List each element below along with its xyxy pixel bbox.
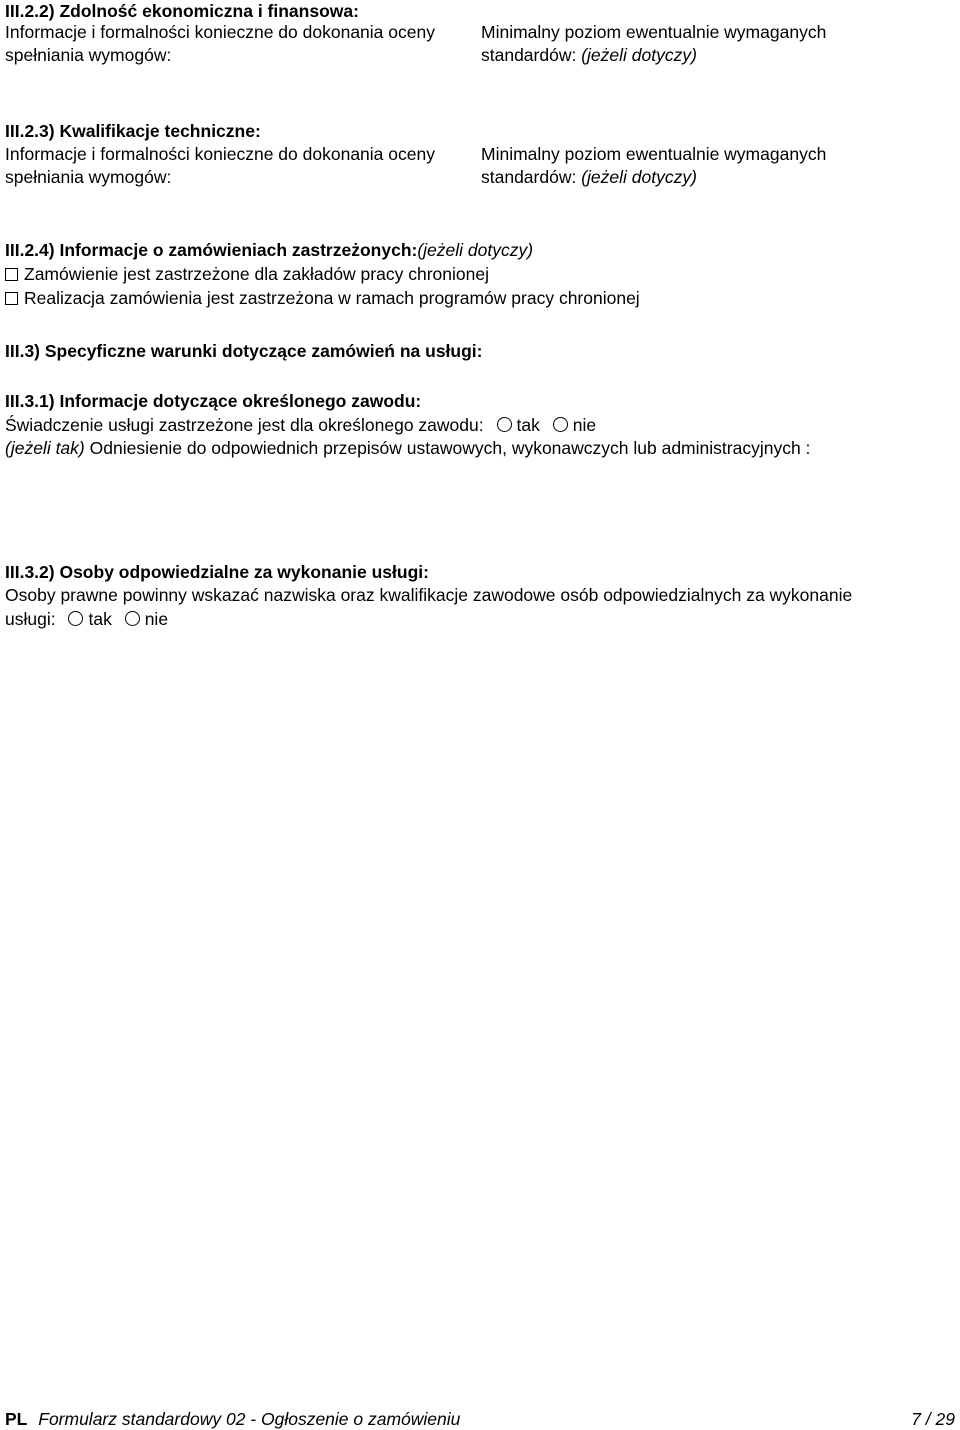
profession-question-label: Świadczenie usługi zastrzeżone jest dla określonego zawodu:: [5, 415, 484, 435]
footer-title: Formularz standardowy 02 - Ogłoszenie o zamówieniu: [38, 1409, 461, 1429]
reserved-option-1-checkbox[interactable]: [5, 268, 18, 281]
responsible-persons-label: usługi:: [5, 609, 56, 629]
profession-no-option[interactable]: [553, 414, 596, 436]
section-2-2-right-line2-text: standardów:: [481, 45, 577, 65]
profession-no-radio[interactable]: [553, 417, 568, 432]
section-2-3-left-line2: spełniania wymogów:: [5, 167, 172, 187]
reserved-option-2: [5, 287, 640, 309]
reserved-option-2-checkbox[interactable]: [5, 292, 18, 305]
section-2-2-left-line2: spełniania wymogów:: [5, 45, 172, 65]
section-2-3-right-line1: Minimalny poziom ewentualnie wymaganych: [481, 144, 827, 164]
profession-yes-radio[interactable]: [497, 417, 512, 432]
section-2-4-heading-line: [5, 239, 533, 261]
profession-reference-italic: (jeżeli tak): [5, 438, 85, 458]
responsible-persons-row: [5, 608, 168, 630]
section-2-3-right-line2: [481, 166, 697, 188]
profession-question-row: [5, 414, 596, 436]
section-2-4-heading-italic: (jeżeli dotyczy): [417, 240, 534, 260]
profession-yes-option[interactable]: [497, 414, 540, 436]
profession-yes-label: tak: [516, 415, 540, 435]
responsible-no-radio[interactable]: [125, 611, 140, 626]
section-3-heading: III.3) Specyficzne warunki dotyczące zamówień na usługi:: [5, 341, 483, 361]
responsible-yes-option[interactable]: [68, 608, 111, 630]
section-2-2-right-line2: [481, 44, 697, 66]
reserved-option-1-label: Zamówienie jest zastrzeżone dla zakładów pracy chronionej: [24, 264, 489, 284]
profession-reference-row: [5, 437, 810, 459]
section-2-3-right-line2-italic: (jeżeli dotyczy): [581, 167, 697, 187]
reserved-option-1: [5, 263, 489, 285]
page-footer: [5, 1408, 955, 1430]
section-2-4-heading: III.2.4) Informacje o zamówieniach zastrzeżonych:: [5, 240, 418, 260]
section-2-2-right-line1: Minimalny poziom ewentualnie wymaganych: [481, 22, 827, 42]
section-2-2-heading: III.2.2) Zdolność ekonomiczna i finansowa:: [5, 1, 359, 21]
responsible-yes-radio[interactable]: [68, 611, 83, 626]
section-3-2-heading: III.3.2) Osoby odpowiedzialne za wykonanie usługi:: [5, 562, 429, 582]
responsible-no-label: nie: [144, 609, 169, 629]
section-2-3-left-line1: Informacje i formalności konieczne do dokonania oceny: [5, 144, 435, 164]
footer-page-number: 7 / 29: [911, 1409, 955, 1429]
section-3-1-heading: III.3.1) Informacje dotyczące określonego zawodu:: [5, 391, 422, 411]
section-2-2-left-line1: Informacje i formalności konieczne do dokonania oceny: [5, 22, 435, 42]
profession-no-label: nie: [572, 415, 597, 435]
reserved-option-2-label: Realizacja zamówienia jest zastrzeżona w ramach programów pracy chronionej: [24, 288, 640, 308]
section-2-2-right-line2-italic: (jeżeli dotyczy): [581, 45, 697, 65]
footer-lang: PL: [5, 1409, 28, 1429]
responsible-yes-label: tak: [88, 609, 112, 629]
section-3-2-line1: Osoby prawne powinny wskazać nazwiska oraz kwalifikacje zawodowe osób odpowiedzialnych za wykonanie: [5, 585, 853, 605]
responsible-no-option[interactable]: [125, 608, 168, 630]
section-2-3-heading: III.2.3) Kwalifikacje techniczne:: [5, 121, 261, 141]
profession-reference-text: Odniesienie do odpowiednich przepisów ustawowych, wykonawczych lub administracyjnych :: [89, 438, 811, 458]
section-2-3-right-line2-text: standardów:: [481, 167, 577, 187]
